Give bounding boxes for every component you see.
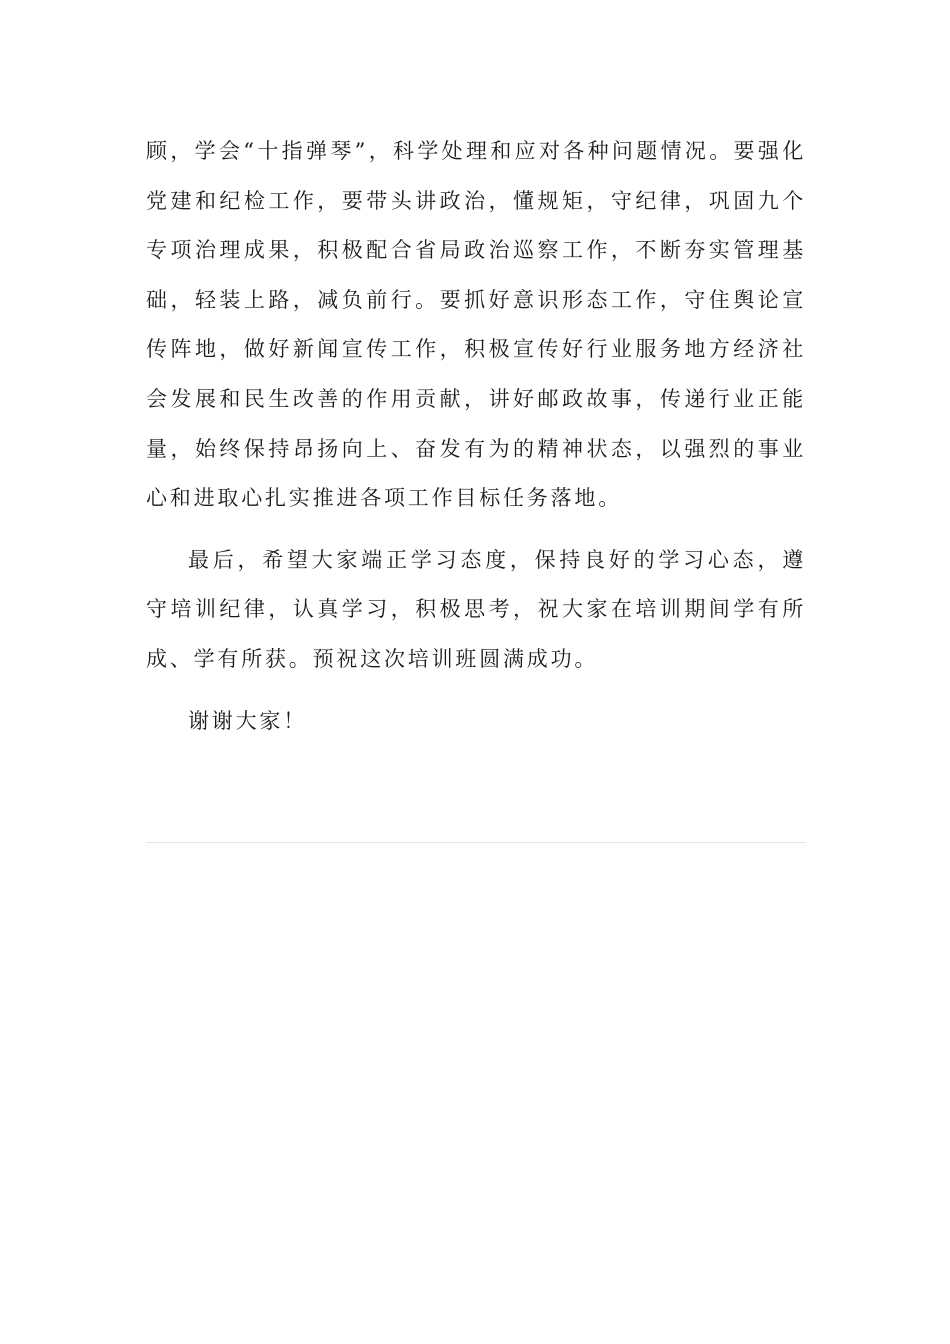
paragraph-thanks: 谢谢大家！ bbox=[188, 708, 307, 733]
document-page bbox=[146, 127, 806, 746]
paragraph-closing-wishes: 最后，希望大家端正学习态度，保持良好的学习心态，遵守培训纪律，认真学习，积极思考，祝大家在培训期间学有所成、学有所获。预祝这次培训班圆满成功。 bbox=[146, 547, 806, 671]
paragraph-continuation: 顾，学会“十指弹琴”，科学处理和应对各种问题情况。要强化党建和纪检工作，要带头讲政治，懂规矩，守纪律，巩固九个专项治理成果，积极配合省局政治巡察工作，不断夯实管理基础，轻装上路，减负前行。要抓好意识形态工作，守住舆论宣传阵地，做好新闻宣传工作，积极宣传好行业服务地方经济社会发展和民生改善的作用贡献，讲好邮政故事，传递行业正能量，始终保持昂扬向上、奋发有为的精神状态，以强烈的事业心和进取心扎实推进各项工作目标任务落地。 bbox=[146, 139, 806, 511]
page-divider bbox=[146, 842, 806, 843]
